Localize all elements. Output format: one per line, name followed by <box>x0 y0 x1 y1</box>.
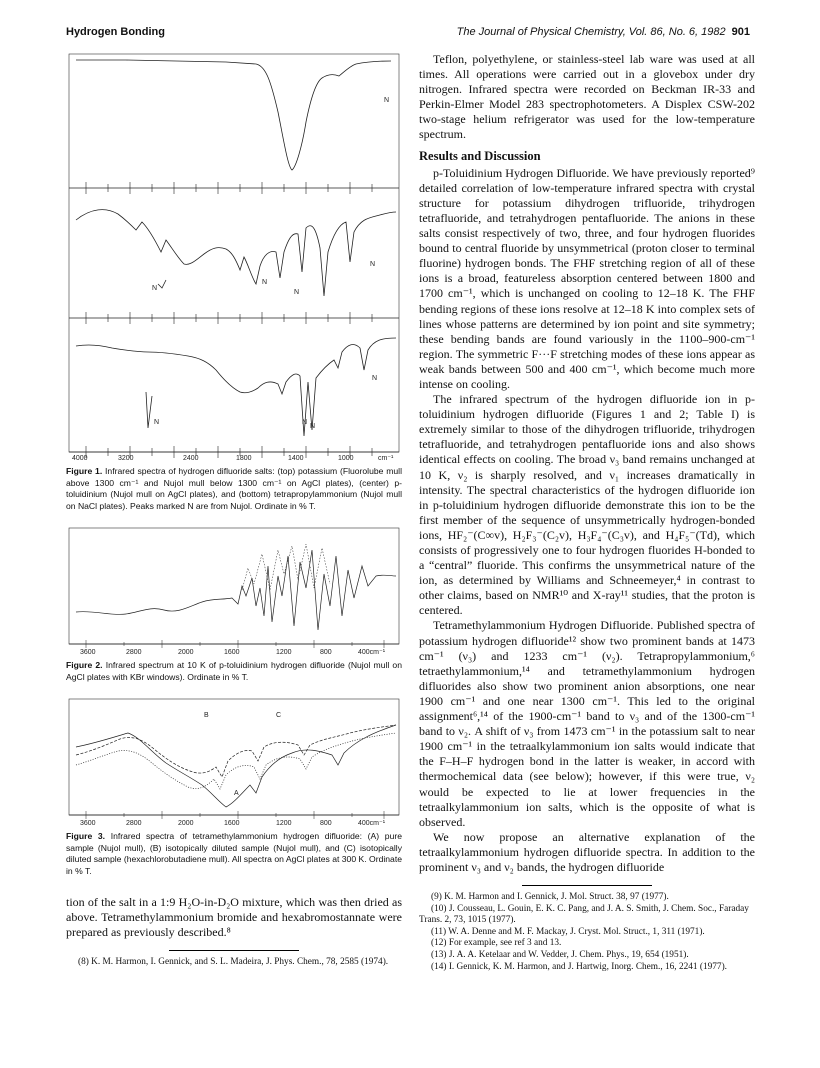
nujol-marker: N <box>372 375 378 382</box>
spectrum-B <box>76 725 396 777</box>
x-tick-label: 2400 <box>183 455 199 462</box>
x-tick-label: 800 <box>320 820 332 827</box>
x-tick-label: 3600 <box>80 820 96 827</box>
spectrum-C <box>76 733 396 789</box>
figure-2-frame <box>69 528 399 644</box>
trace-label-C: C <box>276 712 282 719</box>
footnote-rule <box>169 950 299 951</box>
x-tick-label: 1600 <box>224 649 240 656</box>
left-body-text <box>66 895 402 940</box>
nujol-marker: N <box>310 423 316 430</box>
figure-2-caption-text: Infrared spectrum at 10 K of p-toluidinium hydrogen difluoride (Nujol mull on AgCl plates with KBr windows). Ordinate in % T. <box>66 660 402 682</box>
x-tick-label: 400cm⁻¹ <box>358 820 386 827</box>
footnote: (11) W. A. Denne and M. F. Mackay, J. Cryst. Mol. Struct., 1, 311 (1971). <box>431 926 705 937</box>
figure-3-caption-text: Infrared spectra of tetramethylammonium hydrogen difluoride: (A) pure sample (Nujol mull), (B) isotopically diluted sample (Nujol mull), and (C) isotopically diluted sample (hexachlorobutadiene mull). All spectra on AgCl plates at 300 K. Ordinate in % T. <box>66 831 402 876</box>
footnote: (12) For example, see ref 3 and 13. <box>431 938 562 949</box>
results-paragraph-3: Tetramethylammonium Hydrogen Difluoride. Published spectra of potassium hydrogen difluoride¹² show two prominent bands at 1473 cm⁻¹ (ν₃) and 1233 cm⁻¹ (ν₂). Tetrapropylammonium,⁶ tetraethylammonium,¹⁴ and tetramethylammonium hydrogen difluorides also show two prominent anion absorptions, one near 1900 cm⁻¹ and one near 1300 cm⁻¹. This led to the original assignment⁶,¹⁴ of the 1900-cm⁻¹ band to ν₃ and of the 1300-cm⁻¹ band to ν₂. A shift of ν₃ from 1473 cm⁻¹ in the potassium salt to near 1900 cm⁻¹ in the tetraalkylammonium ion salts would indicate that the F–H–F hydrogen bond in the latter is weaker, in accord with thermochemical data (see below); however, if this were true, ν₂ would be expected to lie at lower frequencies in the tetraalkylammonium ion salts, which is the opposite of what is observed. <box>419 618 755 829</box>
footnote: (14) I. Gennick, K. M. Harmon, and J. Hartwig, Inorg. Chem., 16, 2241 (1977). <box>431 961 727 972</box>
nujol-marker: N <box>302 419 308 426</box>
x-tick-label: 2800 <box>126 649 142 656</box>
footnote: (13) J. A. A. Ketelaar and W. Vedder, J. Chem. Phys., 19, 654 (1951). <box>431 950 689 961</box>
running-header-right <box>457 26 750 38</box>
journal-citation: The Journal of Physical Chemistry, Vol. 86, No. 6, 1982 <box>456 26 726 38</box>
nujol-marker: N <box>370 261 376 268</box>
spectrum-p-toluidinium <box>76 210 396 296</box>
trace-label-A: A <box>234 790 239 797</box>
figure-1-caption-text: Infrared spectra of hydrogen difluoride salts: (top) potassium (Fluorolube mull above 1300 cm⁻¹ and Nujol mull below 1300 cm⁻¹ on AgCl plates), (center) p-toluidinium (Nujol mull on AgCl plates), and (bottom) tetrapropylammonium (Nujol mull on NaCl plates). Peaks marked N are from Nujol. Ordinate in % T. <box>66 466 402 511</box>
x-tick-label: 3600 <box>80 649 96 656</box>
nujol-marker: N <box>152 285 158 292</box>
right-column <box>419 52 755 973</box>
footnote: (10) J. Cousseau, L. Gouin, E. K. C. Pang, and J. A. S. Smith, J. Chem. Soc., Faraday Trans. 2, 73, 1015 (1977). <box>419 903 749 926</box>
figure-3-frame <box>69 699 399 815</box>
spectrum-potassium <box>76 60 391 170</box>
x-tick-label: 1200 <box>276 649 292 656</box>
figure-1-spectra <box>66 52 402 462</box>
x-tick-label: 1400 <box>288 455 304 462</box>
figure-3-label: Figure 3. <box>66 831 106 841</box>
methods-paragraph: Teflon, polyethylene, or stainless-steel lab ware was used at all times. All operations were carried out in a glovebox under dry nitrogen. Infrared spectra were recorded on Beckman IR-33 and Perkin-Elmer Model 283 spectrophotometers. A Displex CSW-202 two-stage helium refrigerator was used for the low-temperature spectrum. <box>419 52 755 142</box>
figure-1-label: Figure 1. <box>66 466 103 476</box>
figure-1-x-tick-labels <box>72 455 394 462</box>
figure-1 <box>66 52 402 512</box>
left-column <box>66 52 402 969</box>
spectrum-10K-overlay <box>242 544 330 590</box>
nujol-marker: N <box>384 97 390 104</box>
right-footnotes <box>419 892 755 973</box>
x-tick-label: 2000 <box>178 820 194 827</box>
figure-2-caption <box>66 660 402 683</box>
figure-3 <box>66 697 402 877</box>
footnote-rule <box>522 885 652 886</box>
x-tick-label: 1000 <box>338 455 354 462</box>
footnote: (9) K. M. Harmon and I. Gennick, J. Mol. Struct. 38, 97 (1977). <box>431 892 669 903</box>
figure-2 <box>66 526 402 683</box>
nujol-marker: N <box>294 289 300 296</box>
figure-2-spectrum <box>66 526 402 656</box>
right-body-text <box>419 52 755 875</box>
results-paragraph-4: We now propose an alternative explanation of the tetraalkylammonium hydrogen difluoride spectra. In addition to the prominent ν₃ and ν₂ bands, the hydrogen difluoride <box>419 829 755 874</box>
x-tick-label: 2800 <box>126 820 142 827</box>
x-tick-label: 3200 <box>118 455 134 462</box>
figure-3-caption <box>66 831 402 877</box>
section-heading: Results and Discussion <box>419 148 541 163</box>
running-header-left: Hydrogen Bonding <box>66 26 165 38</box>
figure-1-caption <box>66 466 402 512</box>
figure-2-label: Figure 2. <box>66 660 103 670</box>
figure-3-x-tick-labels <box>80 820 386 827</box>
x-tick-label: 1200 <box>276 820 292 827</box>
figure-2-x-tick-labels <box>80 649 386 656</box>
results-paragraph-1: p-Toluidinium Hydrogen Difluoride. We have previously reported⁹ detailed correlation of low-temperature infrared spectra with crystal structure for potassium dihydrogen trifluoride, trihydrogen tetrafluoride, and tetrahydrogen pentafluoride. The anions in these salts consist respectively of two, three, and four hydrogen fluorides bound to central fluoride by unsymmetrical (proton closer to terminal fluorine) hydrogen bonds. The FHF stretching region of all of these ions is a broad, featureless absorption centered between 1800 and 1700 cm⁻¹, which is unchanged on cooling to 12–18 K. The FHF bending regions of these ions resolve at 12–18 K into complex sets of lines whose patterns are determined by ion point and site symmetry; these bending bands are found variously in the 1100–900-cm⁻¹ region. The symmetric F···F stretching modes of these ions appear as weak bands between 500 and 400 cm⁻¹, which become much more intense on cooling. <box>419 165 755 391</box>
spectrum-tetrapropylammonium-nujol <box>146 392 152 428</box>
left-footnotes <box>66 957 402 969</box>
x-tick-label: 1600 <box>224 820 240 827</box>
nujol-marker: N <box>262 279 268 286</box>
x-tick-label: 400cm⁻¹ <box>358 649 386 656</box>
spectrum-p-toluidinium-notch <box>158 280 166 288</box>
nujol-marker: N <box>154 419 160 426</box>
trace-label-B: B <box>204 712 209 719</box>
spectrum-tetrapropylammonium <box>76 338 396 436</box>
x-tick-label: cm⁻¹ <box>378 455 394 462</box>
left-paragraph: tion of the salt in a 1:9 H₂O-in-D₂O mixture, which was then dried as above. Tetramethylammonium bromide and hexabromostannate were prepared as previously described.⁸ <box>66 895 402 940</box>
x-tick-label: 800 <box>320 649 332 656</box>
page-number: 901 <box>731 26 750 38</box>
figure-3-spectra <box>66 697 402 827</box>
x-tick-label: 2000 <box>178 649 194 656</box>
footnote: (8) K. M. Harmon, I. Gennick, and S. L. Madeira, J. Phys. Chem., 78, 2585 (1974). <box>78 957 389 968</box>
x-tick-label: 1800 <box>236 455 252 462</box>
x-tick-label: 4000 <box>72 455 88 462</box>
spectrum-10K <box>76 550 396 630</box>
results-paragraph-2: The infrared spectrum of the hydrogen difluoride ion in p-toluidinium hydrogen difluoride (Figures 1 and 2; Table I) is extremely similar to those of the dihydrogen trifluoride, trihydrogen tetrafluoride, and tetrahydrogen pentafluoride ions and also shows identical effects on cooling. The broad ν₃ band remains unchanged at 10 K, ν₂ is sharply resolved, and ν₁ increases dramatically in intensity. The spectral characteristics of the hydrogen difluoride ion in p-toluidinium hydrogen difluoride demonstrate this ion to be the first member of the sequence of unsymmetrically hydrogen-bonded ions, HF₂⁻(C∞v), H₂F₃⁻(C₂v), H₃F₄⁻(C₃v), and H₄F₅⁻(Td), which consists of progressively one to four hydrogen fluorides H-bonded to a “central” fluoride. This confirms the unsymmetrical nature of the ion, as determined by Williams and Schneemeyer,⁴ in contrast to other claims, based on NMR¹⁰ and X-ray¹¹ studies, that the proton is centered. <box>419 392 755 618</box>
